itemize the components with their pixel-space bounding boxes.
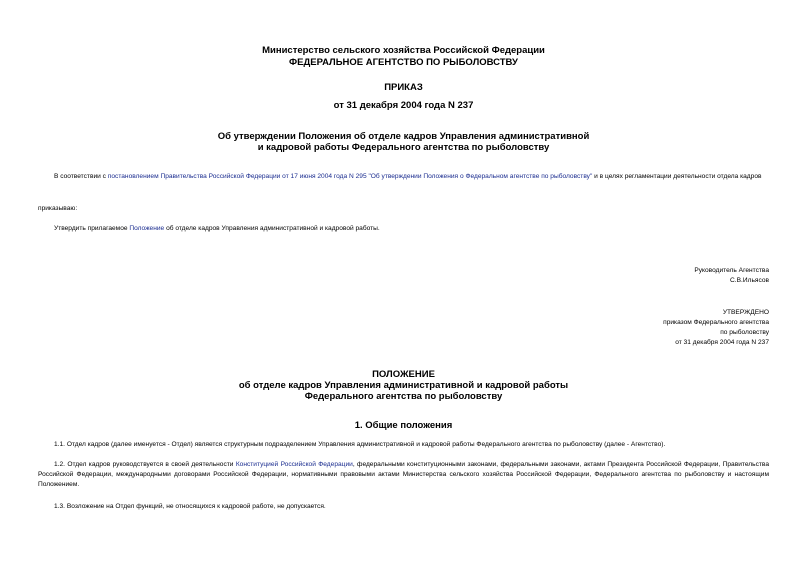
approve-paragraph [54, 224, 769, 234]
document-type: ПРИКАЗ [384, 82, 423, 93]
agency-name: ФЕДЕРАЛЬНОЕ АГЕНТСТВО ПО РЫБОЛОВСТВУ [289, 57, 518, 68]
preamble-prefix: В соответствии с [54, 173, 108, 180]
paragraph-1-2-suffix: , федеральными конституционными законами, федеральными законами, актами Президента Российской Федерации, Правительства Российской Федерации, международными договорами Российской Федерации, нормативными правовыми актами Министерства сельского хозяйства Российской Федерации, Федерального агентства по рыболовству и настоящим Положением. [38, 461, 769, 488]
constitution-link[interactable]: Конституцией Российской Федерации [235, 461, 353, 468]
approve-prefix: Утвердить прилагаемое [54, 225, 130, 232]
document-title-line2: и кадровой работы Федерального агентства по рыболовству [257, 142, 550, 153]
regulation-link[interactable]: Положение [129, 225, 165, 232]
ministry-name: Министерство сельского хозяйства Российской Федерации [262, 45, 545, 56]
approval-stamp-line3: по рыболовству [720, 329, 769, 336]
section-title: 1. Общие положения [354, 420, 453, 431]
regulation-subtitle-line2: Федерального агентства по рыболовству [304, 391, 503, 402]
signature-position: Руководитель Агентства [694, 267, 769, 274]
preamble-paragraph [38, 172, 769, 182]
approval-stamp-line1: УТВЕРЖДЕНО [722, 309, 769, 316]
approval-stamp-line4: от 31 декабря 2004 года N 237 [675, 339, 769, 346]
paragraph-1-2 [38, 460, 769, 490]
preamble-suffix: и в целях регламентации деятельности отдела кадров [592, 173, 762, 180]
signature-name: С.В.Ильясов [730, 277, 769, 284]
document-date: от 31 декабря 2004 года N 237 [333, 100, 474, 111]
approval-stamp-line2: приказом Федерального агентства [663, 319, 769, 326]
paragraph-1-3: 1.3. Возложение на Отдел функций, не относящихся к кадровой работе, не допускается. [54, 503, 326, 510]
paragraph-1-2-prefix: 1.2. Отдел кадров руководствуется в своей деятельности [54, 461, 236, 468]
regulation-subtitle-line1: об отделе кадров Управления административной и кадровой работы [238, 380, 569, 391]
order-word: приказываю: [38, 205, 78, 212]
approve-suffix: об отделе кадров Управления административной и кадровой работы. [164, 225, 380, 232]
paragraph-1-1: 1.1. Отдел кадров (далее именуется - Отдел) является структурным подразделением Управления административной и кадровой работы Федерального агентства по рыболовству (далее - Агентство). [54, 441, 666, 448]
document-title-line1: Об утверждении Положения об отделе кадров Управления административной [217, 131, 590, 142]
resolution-link[interactable]: постановлением Правительства Российской Федерации от 17 июня 2004 года N 295 "Об утверждении Положения о Федеральном агентстве по рыболовству" [107, 173, 593, 180]
regulation-title: ПОЛОЖЕНИЕ [372, 369, 435, 380]
